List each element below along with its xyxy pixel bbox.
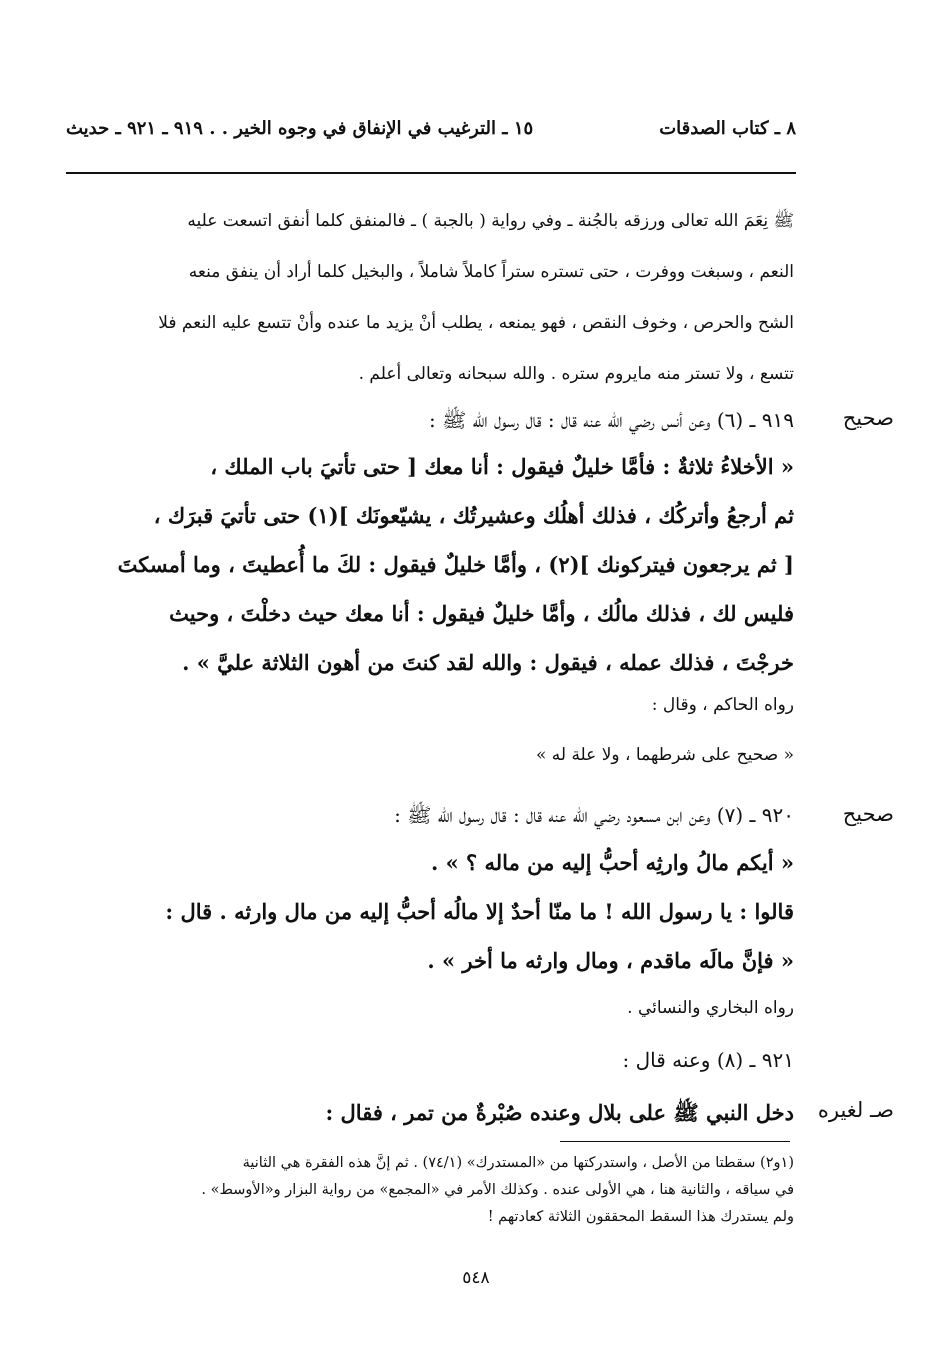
- page-number: ٥٤٨: [462, 1268, 490, 1288]
- intro-line: النعم ، وسبغت ووفرت ، حتى تستره ستراً كاملاً شاملاً ، والبخيل كلما أراد أن ينفق منعه: [188, 262, 794, 282]
- hadith-line: « فإنَّ مالَه ماقدم ، ومال وارثه ما أخر » .: [427, 948, 794, 973]
- hadith-920-text: [66, 838, 794, 985]
- section-title: ١٥ ـ الترغيب في الإنفاق في وجوه الخير . . ٩١٩ ـ ٩٢١ ـ حديث: [66, 118, 534, 139]
- grade-label: صحيح: [842, 406, 894, 430]
- hadith-921-intro: ٩٢١ ـ (٨) وعنه قال :: [622, 1048, 794, 1072]
- running-header: [66, 118, 796, 158]
- grade-label: صـ لغيره: [817, 1098, 894, 1122]
- footnote-line: في سياقه ، والثانية هنا ، هي الأولى عنده . وكذلك الأمر في «المجمع» من رواية البزار و«الأوسط» .: [201, 1182, 794, 1198]
- footnotes: [66, 1150, 794, 1231]
- hadith-920-intro: ٩٢٠ ـ (٧) وعن ابن مسعود رضي الله عنه قال : قال رسول الله ﷺ :: [394, 803, 794, 827]
- hadith-intro: [66, 795, 794, 835]
- hadith-line: « أيكم مالُ وارثِه أحبُّ إليه من ماله ؟ » .: [431, 850, 794, 875]
- hadith-919-intro: ٩١٩ ـ (٦) وعن أنس رضي الله عنه قال : قال رسول الله ﷺ :: [429, 408, 794, 432]
- hadith-919-text: [66, 442, 794, 687]
- hadith-line: « الأخلاءُ ثلاثةٌ : فأمَّا خليلٌ فيقول : أنا معك [ حتى تأتيَ باب الملك ،: [210, 454, 794, 479]
- footnote-line: ولم يستدرك هذا السقط المحققون الثلاثة كعادتهم !: [487, 1209, 794, 1225]
- quote-919: « صحيح على شرطهما ، ولا علة له »: [535, 745, 794, 765]
- intro-line: الشح والحرص ، وخوف النقص ، فهو يمنعه ، يطلب أنْ يزيد ما عنده وأنْ تتسع عليه النعم فلا: [158, 313, 794, 333]
- intro-line: ﷺ نِعَمَ الله تعالى ورزقه بالجُنة ـ وفي رواية ( بالجبة ) ـ فالمنفق كلما أنفق اتسعت عليه: [187, 211, 794, 231]
- intro-paragraph: [66, 196, 794, 400]
- hadith-line: قالوا : يا رسول الله ! ما منّا أحدٌ إلا مالُه أحبُّ إليه من مال وارثه . قال :: [165, 899, 794, 924]
- narration-920: رواه البخاري والنسائي .: [627, 998, 794, 1018]
- footnote-line: (١و٢) سقطتا من الأصل ، واستدركتها من «المستدرك» (٧٤/١) . ثم إنَّ هذه الفقرة هي الثانية: [242, 1155, 794, 1171]
- hadith-intro: [66, 1040, 794, 1080]
- footnote-divider: [560, 1141, 790, 1142]
- header-divider: [66, 172, 796, 174]
- hadith-921-text: [66, 1088, 794, 1137]
- intro-line: تتسع ، ولا تستر منه مايروم ستره . والله سبحانه وتعالى أعلم .: [358, 364, 794, 384]
- chapter-title: ٨ ـ كتاب الصدقات: [659, 118, 796, 139]
- hadith-line: دخل النبي ﷺ على بلال وعنده صُبْرةٌ من تمر ، فقال :: [325, 1100, 794, 1125]
- hadith-line: [ ثم يرجعون فيتركونك ](٢) ، وأمَّا خليلٌ فيقول : لكَ ما أُعطيتَ ، وما أمسكتَ: [117, 552, 794, 577]
- hadith-line: خرجْتَ ، فذلك عمله ، فيقول : والله لقد كنتَ من أهون الثلاثة عليَّ » .: [182, 650, 794, 675]
- grade-label: صحيح: [842, 802, 894, 826]
- hadith-intro: [66, 400, 794, 440]
- hadith-line: ثم أرجعُ وأتركُك ، فذلك أهلُك وعشيرتُك ، يشيّعونَك ](١) حتى تأتيَ قبرَك ،: [153, 503, 794, 528]
- hadith-line: فليس لك ، فذلك مالُك ، وأمَّا خليلٌ فيقول : أنا معك حيث دخلْتَ ، وحيث: [169, 601, 794, 626]
- narration-919: رواه الحاكم ، وقال :: [651, 695, 794, 715]
